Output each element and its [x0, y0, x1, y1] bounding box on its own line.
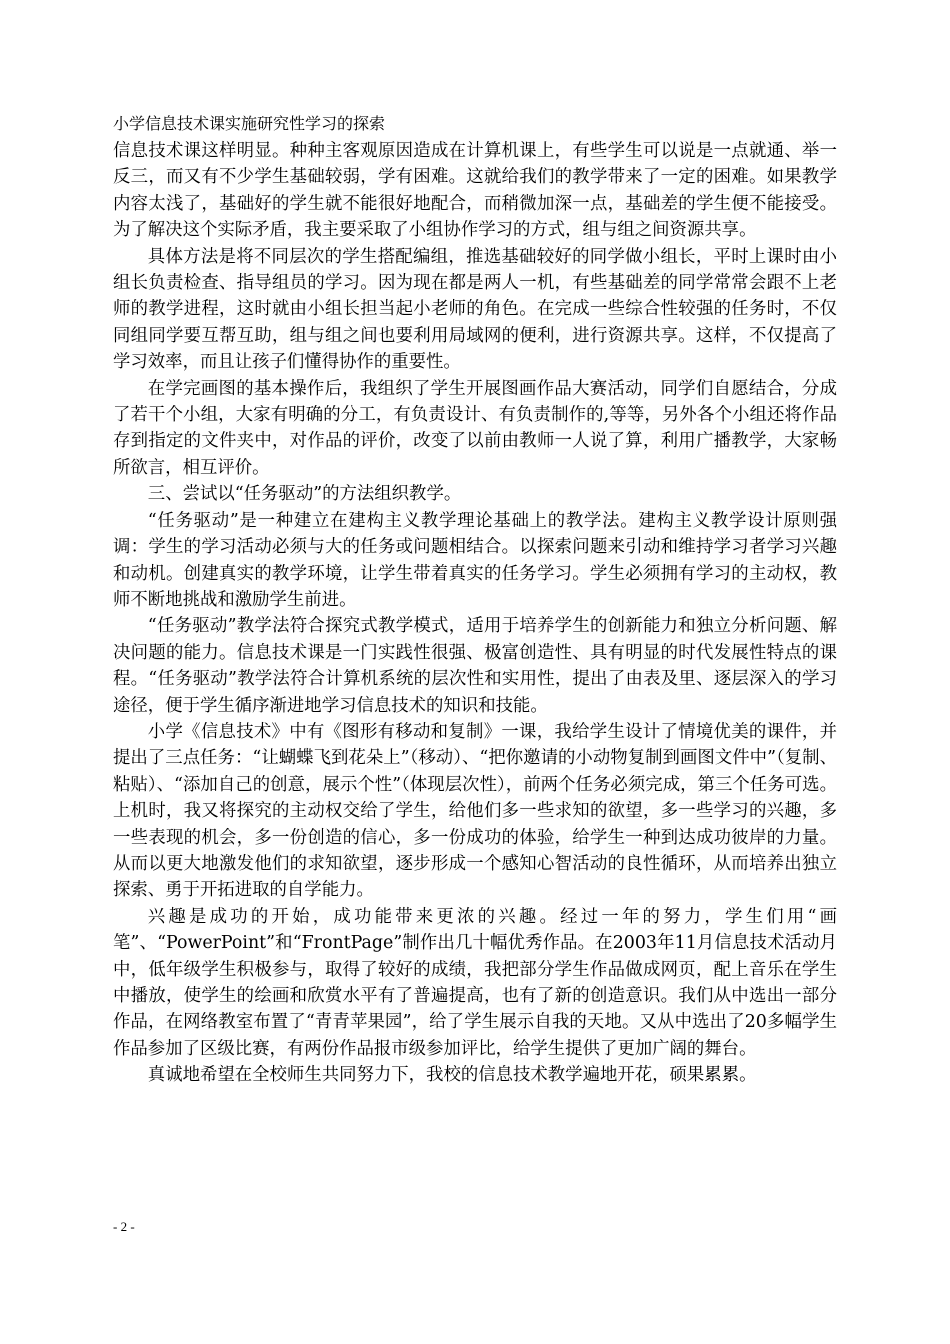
paragraph: “任务驱动”教学法符合探究式教学模式，适用于培养学生的创新能力和独立分析问题、解决问题的能力。信息技术课是一门实践性很强、极富创造性、具有明显的时代发展性特点的课程。“任务驱动”教学法符合计算机系统的层次性和实用性，提出了由表及里、逐层深入的学习途径，便于学生循序渐进地学习信息技术的知识和技能。 [113, 616, 837, 716]
document-body [113, 138, 837, 1089]
paragraph: 在学完画图的基本操作后，我组织了学生开展图画作品大赛活动，同学们自愿结合，分成了若干个小组，大家有明确的分工，有负责设计、有负责制作的,等等，另外各个小组还将作品存到指定的文件夹中，对作品的评价，改变了以前由教师一人说了算，利用广播教学，大家畅所欲言，相互评价。 [113, 378, 837, 478]
section-heading: 三、尝试以“任务驱动”的方法组织教学。 [147, 484, 462, 505]
paragraph: 小学《信息技术》中有《图形有移动和复制》一课，我给学生设计了情境优美的课件，并提出了三点任务：“让蝴蝶飞到花朵上”（移动）、“把你邀请的小动物复制到画图文件中”（复制、粘贴）、“添加自己的创意，展示个性”（体现层次性），前两个任务必须完成，第三个任务可选。上机时，我又将探究的主动权交给了学生，给他们多一些求知的欲望，多一些学习的兴趣，多一些表现的机会，多一份创造的信心，多一份成功的体验，给学生一种到达成功彼岸的力量。从而以更大地激发他们的求知欲望，逐步形成一个感知心智活动的良性循环，从而培养出独立探索、勇于开拓进取的自学能力。 [113, 721, 837, 901]
paragraph-continued: 信息技术课这样明显。种种主客观原因造成在计算机课上，有些学生可以说是一点就通、举一反三，而又有不少学生基础较弱，学有困难。这就给我们的教学带来了一定的困难。如果教学内容太浅了，基础好的学生就不能很好地配合，而稍微加深一点，基础差的学生便不能接受。为了解决这个实际矛盾，我主要采取了小组协作学习的方式，组与组之间资源共享。 [113, 141, 837, 241]
page-number: - 2 - [113, 1219, 135, 1234]
paragraph: 具体方法是将不同层次的学生搭配编组，推选基础较好的同学做小组长，平时上课时由小组长负责检查、指导组员的学习。因为现在都是两人一机，有些基础差的同学常常会跟不上老师的教学进程，这时就由小组长担当起小老师的角色。在完成一些综合性较强的任务时，不仅同组同学要互帮互助，组与组之间也要利用局域网的便利，进行资源共享。这样，不仅提高了学习效率，而且让孩子们懂得协作的重要性。 [113, 246, 837, 373]
paragraph: “任务驱动”是一种建立在建构主义教学理论基础上的教学法。建构主义教学设计原则强调：学生的学习活动必须与大的任务或问题相结合。以探索问题来引动和维持学习者学习兴趣和动机。创建真实的教学环境，让学生带着真实的任务学习。学生必须拥有学习的主动权，教师不断地挑战和激励学生前进。 [113, 510, 837, 610]
page-title: 小学信息技术课实施研究性学习的探索 [113, 114, 386, 133]
paragraph: 真诚地希望在全校师生共同努力下，我校的信息技术教学遍地开花，硕果累累。 [147, 1065, 757, 1086]
paragraph: 兴趣是成功的开始，成功能带来更浓的兴趣。经过一年的努力，学生们用“画笔”、“PowerPoint”和“FrontPage”制作出几十幅优秀作品。在2003年11月信息技术活动月中，低年级学生积极参与，取得了较好的成绩，我把部分学生作品做成网页，配上音乐在学生中播放，使学生的绘画和欣赏水平有了普遍提高，也有了新的创造意识。我们从中选出一部分作品，在网络教室布置了“青青苹果园”，给了学生展示自我的天地。又从中选出了20多幅学生作品参加了区级比赛，有两份作品报市级参加评比，给学生提供了更加广阔的舞台。 [113, 906, 837, 1059]
